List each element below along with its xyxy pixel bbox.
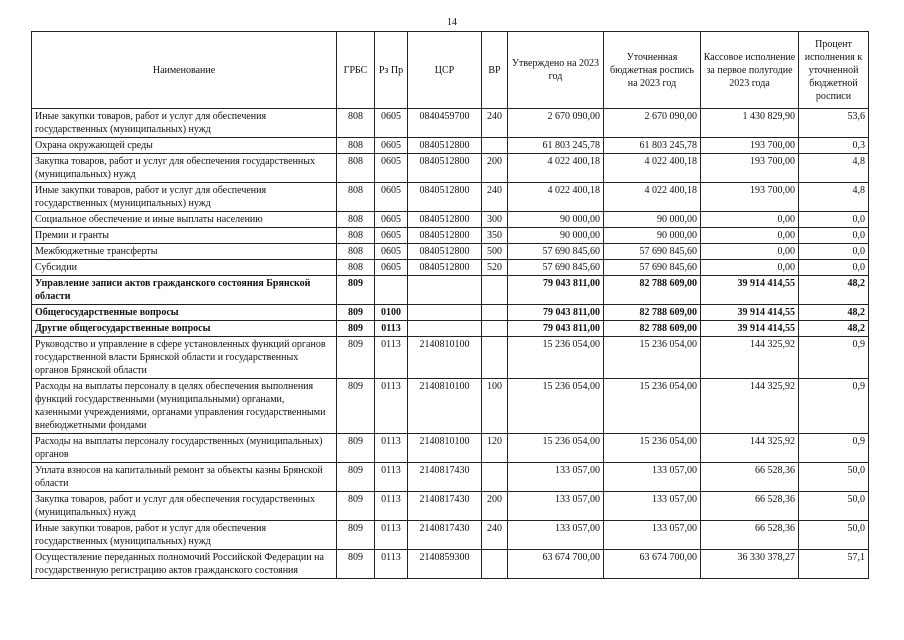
table-row: [32, 434, 869, 463]
cell-approved: 133 057,00: [508, 492, 604, 521]
cell-refined: 90 000,00: [604, 212, 701, 228]
cell-refined: 57 690 845,60: [604, 244, 701, 260]
cell-rzpr: 0605: [375, 183, 408, 212]
cell-grbs: 809: [337, 337, 375, 379]
cell-approved: 79 043 811,00: [508, 276, 604, 305]
cell-rzpr: 0113: [375, 321, 408, 337]
cell-grbs: 809: [337, 434, 375, 463]
cell-approved: 133 057,00: [508, 463, 604, 492]
cell-cash: 144 325,92: [701, 379, 799, 434]
cell-rzpr: 0605: [375, 228, 408, 244]
cell-percent: 50,0: [799, 521, 869, 550]
cell-approved: 15 236 054,00: [508, 379, 604, 434]
cell-vr: [482, 550, 508, 579]
cell-cash: 39 914 414,55: [701, 305, 799, 321]
cell-grbs: 808: [337, 228, 375, 244]
table-body: [32, 109, 869, 579]
cell-grbs: 809: [337, 463, 375, 492]
cell-name: Общегосударственные вопросы: [32, 305, 337, 321]
cell-vr: 240: [482, 109, 508, 138]
cell-percent: 0,9: [799, 434, 869, 463]
table-row: [32, 154, 869, 183]
cell-csr: 0840512800: [408, 183, 482, 212]
cell-refined: 133 057,00: [604, 463, 701, 492]
header-rzpr: Рз Пр: [375, 32, 408, 109]
table-row: [32, 276, 869, 305]
cell-percent: 48,2: [799, 321, 869, 337]
cell-name: Осуществление переданных полномочий Российской Федерации на государственную регистрацию актов гражданского состояния: [32, 550, 337, 579]
cell-cash: 66 528,36: [701, 521, 799, 550]
table-row: [32, 550, 869, 579]
cell-name: Уплата взносов на капитальный ремонт за объекты казны Брянской области: [32, 463, 337, 492]
cell-vr: 100: [482, 379, 508, 434]
cell-refined: 4 022 400,18: [604, 154, 701, 183]
table-row: [32, 109, 869, 138]
table-row: [32, 492, 869, 521]
table-row: [32, 521, 869, 550]
cell-cash: 36 330 378,27: [701, 550, 799, 579]
cell-cash: 193 700,00: [701, 138, 799, 154]
cell-cash: 66 528,36: [701, 463, 799, 492]
cell-name: Расходы на выплаты персоналу в целях обеспечения выполнения функций государственными (муниципальными) органами, казенными учреждениями, органами управления государственными внебюджетными фондами: [32, 379, 337, 434]
table-row: [32, 183, 869, 212]
cell-percent: 57,1: [799, 550, 869, 579]
cell-csr: [408, 321, 482, 337]
cell-rzpr: 0113: [375, 521, 408, 550]
cell-percent: 0,9: [799, 379, 869, 434]
cell-approved: 2 670 090,00: [508, 109, 604, 138]
cell-csr: 2140810100: [408, 379, 482, 434]
table-row: [32, 244, 869, 260]
cell-vr: 300: [482, 212, 508, 228]
cell-refined: 4 022 400,18: [604, 183, 701, 212]
cell-vr: [482, 276, 508, 305]
cell-refined: 61 803 245,78: [604, 138, 701, 154]
cell-name: Охрана окружающей среды: [32, 138, 337, 154]
cell-vr: 200: [482, 154, 508, 183]
cell-rzpr: 0113: [375, 379, 408, 434]
cell-percent: 0,0: [799, 228, 869, 244]
cell-approved: 4 022 400,18: [508, 154, 604, 183]
cell-vr: [482, 305, 508, 321]
cell-grbs: 809: [337, 379, 375, 434]
cell-rzpr: 0605: [375, 138, 408, 154]
cell-approved: 79 043 811,00: [508, 321, 604, 337]
cell-percent: 4,8: [799, 183, 869, 212]
table-header-row: [32, 32, 869, 109]
cell-rzpr: 0605: [375, 109, 408, 138]
cell-vr: 240: [482, 183, 508, 212]
cell-name: Управление записи актов гражданского состояния Брянской области: [32, 276, 337, 305]
cell-rzpr: 0113: [375, 434, 408, 463]
header-grbs: ГРБС: [337, 32, 375, 109]
cell-vr: [482, 337, 508, 379]
cell-percent: 53,6: [799, 109, 869, 138]
cell-csr: 0840512800: [408, 244, 482, 260]
cell-approved: 57 690 845,60: [508, 244, 604, 260]
cell-name: Руководство и управление в сфере установленных функций органов государственной власти Брянской области и государственных органов Брянской области: [32, 337, 337, 379]
cell-cash: 193 700,00: [701, 183, 799, 212]
cell-vr: 500: [482, 244, 508, 260]
cell-cash: 144 325,92: [701, 337, 799, 379]
cell-grbs: 808: [337, 212, 375, 228]
cell-grbs: 808: [337, 109, 375, 138]
cell-approved: 63 674 700,00: [508, 550, 604, 579]
cell-grbs: 809: [337, 492, 375, 521]
cell-percent: 0,0: [799, 244, 869, 260]
cell-refined: 82 788 609,00: [604, 321, 701, 337]
cell-csr: 2140817430: [408, 492, 482, 521]
budget-table: [31, 31, 869, 579]
cell-grbs: 809: [337, 305, 375, 321]
cell-cash: 0,00: [701, 260, 799, 276]
cell-percent: 50,0: [799, 463, 869, 492]
table-row: [32, 321, 869, 337]
cell-percent: 0,9: [799, 337, 869, 379]
table-row: [32, 228, 869, 244]
table-row: [32, 212, 869, 228]
cell-approved: 90 000,00: [508, 212, 604, 228]
cell-vr: [482, 321, 508, 337]
cell-grbs: 809: [337, 521, 375, 550]
cell-approved: 15 236 054,00: [508, 337, 604, 379]
cell-rzpr: 0113: [375, 550, 408, 579]
header-csr: ЦСР: [408, 32, 482, 109]
cell-csr: 2140817430: [408, 521, 482, 550]
cell-cash: 66 528,36: [701, 492, 799, 521]
table-row: [32, 260, 869, 276]
cell-percent: 0,3: [799, 138, 869, 154]
cell-approved: 90 000,00: [508, 228, 604, 244]
cell-csr: 0840512800: [408, 138, 482, 154]
table-row: [32, 463, 869, 492]
cell-name: Закупка товаров, работ и услуг для обеспечения государственных (муниципальных) нужд: [32, 492, 337, 521]
cell-approved: 15 236 054,00: [508, 434, 604, 463]
cell-cash: 0,00: [701, 212, 799, 228]
cell-csr: 0840512800: [408, 212, 482, 228]
cell-cash: 0,00: [701, 244, 799, 260]
table-row: [32, 138, 869, 154]
cell-percent: 50,0: [799, 492, 869, 521]
cell-name: Субсидии: [32, 260, 337, 276]
cell-approved: 4 022 400,18: [508, 183, 604, 212]
cell-rzpr: 0113: [375, 463, 408, 492]
cell-grbs: 809: [337, 276, 375, 305]
cell-cash: 39 914 414,55: [701, 321, 799, 337]
cell-percent: 0,0: [799, 260, 869, 276]
cell-rzpr: [375, 276, 408, 305]
cell-refined: 90 000,00: [604, 228, 701, 244]
cell-name: Расходы на выплаты персоналу государственных (муниципальных) органов: [32, 434, 337, 463]
cell-rzpr: 0113: [375, 492, 408, 521]
page-number: 14: [447, 17, 457, 28]
cell-cash: 193 700,00: [701, 154, 799, 183]
cell-refined: 57 690 845,60: [604, 260, 701, 276]
cell-approved: 79 043 811,00: [508, 305, 604, 321]
table-row: [32, 337, 869, 379]
cell-csr: 2140810100: [408, 337, 482, 379]
cell-vr: 350: [482, 228, 508, 244]
cell-csr: 0840459700: [408, 109, 482, 138]
header-percent: Процент исполнения к уточненной бюджетной росписи: [799, 32, 869, 109]
cell-approved: 57 690 845,60: [508, 260, 604, 276]
header-approved: Утверждено на 2023 год: [508, 32, 604, 109]
cell-name: Премии и гранты: [32, 228, 337, 244]
cell-grbs: 808: [337, 154, 375, 183]
cell-grbs: 808: [337, 260, 375, 276]
table-row: [32, 379, 869, 434]
cell-cash: 1 430 829,90: [701, 109, 799, 138]
cell-vr: 200: [482, 492, 508, 521]
cell-csr: 2140817430: [408, 463, 482, 492]
table-row: [32, 305, 869, 321]
cell-name: Социальное обеспечение и иные выплаты населению: [32, 212, 337, 228]
cell-rzpr: 0113: [375, 337, 408, 379]
cell-csr: 0840512800: [408, 228, 482, 244]
header-vr: ВР: [482, 32, 508, 109]
cell-percent: 48,2: [799, 305, 869, 321]
cell-approved: 61 803 245,78: [508, 138, 604, 154]
cell-grbs: 809: [337, 321, 375, 337]
cell-refined: 15 236 054,00: [604, 379, 701, 434]
cell-vr: 520: [482, 260, 508, 276]
cell-csr: [408, 276, 482, 305]
cell-name: Иные закупки товаров, работ и услуг для обеспечения государственных (муниципальных) нужд: [32, 183, 337, 212]
cell-csr: 0840512800: [408, 260, 482, 276]
cell-name: Другие общегосударственные вопросы: [32, 321, 337, 337]
cell-percent: 48,2: [799, 276, 869, 305]
cell-cash: 0,00: [701, 228, 799, 244]
cell-name: Иные закупки товаров, работ и услуг для обеспечения государственных (муниципальных) нужд: [32, 109, 337, 138]
header-cash: Кассовое исполнение за первое полугодие 2023 года: [701, 32, 799, 109]
cell-cash: 144 325,92: [701, 434, 799, 463]
cell-grbs: 809: [337, 550, 375, 579]
cell-csr: 2140859300: [408, 550, 482, 579]
header-name: Наименование: [32, 32, 337, 109]
cell-refined: 82 788 609,00: [604, 276, 701, 305]
cell-refined: 15 236 054,00: [604, 337, 701, 379]
cell-cash: 39 914 414,55: [701, 276, 799, 305]
header-refined: Уточненная бюджетная роспись на 2023 год: [604, 32, 701, 109]
cell-refined: 133 057,00: [604, 521, 701, 550]
cell-approved: 133 057,00: [508, 521, 604, 550]
cell-csr: [408, 305, 482, 321]
cell-csr: 2140810100: [408, 434, 482, 463]
cell-percent: 4,8: [799, 154, 869, 183]
cell-refined: 82 788 609,00: [604, 305, 701, 321]
cell-vr: [482, 138, 508, 154]
cell-refined: 15 236 054,00: [604, 434, 701, 463]
cell-refined: 2 670 090,00: [604, 109, 701, 138]
cell-name: Межбюджетные трансферты: [32, 244, 337, 260]
cell-grbs: 808: [337, 244, 375, 260]
cell-csr: 0840512800: [408, 154, 482, 183]
cell-name: Иные закупки товаров, работ и услуг для обеспечения государственных (муниципальных) нужд: [32, 521, 337, 550]
cell-rzpr: 0605: [375, 260, 408, 276]
cell-name: Закупка товаров, работ и услуг для обеспечения государственных (муниципальных) нужд: [32, 154, 337, 183]
cell-rzpr: 0605: [375, 154, 408, 183]
cell-rzpr: 0100: [375, 305, 408, 321]
cell-refined: 133 057,00: [604, 492, 701, 521]
cell-refined: 63 674 700,00: [604, 550, 701, 579]
cell-percent: 0,0: [799, 212, 869, 228]
cell-vr: 240: [482, 521, 508, 550]
cell-rzpr: 0605: [375, 212, 408, 228]
cell-vr: 120: [482, 434, 508, 463]
cell-rzpr: 0605: [375, 244, 408, 260]
cell-grbs: 808: [337, 138, 375, 154]
cell-vr: [482, 463, 508, 492]
cell-grbs: 808: [337, 183, 375, 212]
